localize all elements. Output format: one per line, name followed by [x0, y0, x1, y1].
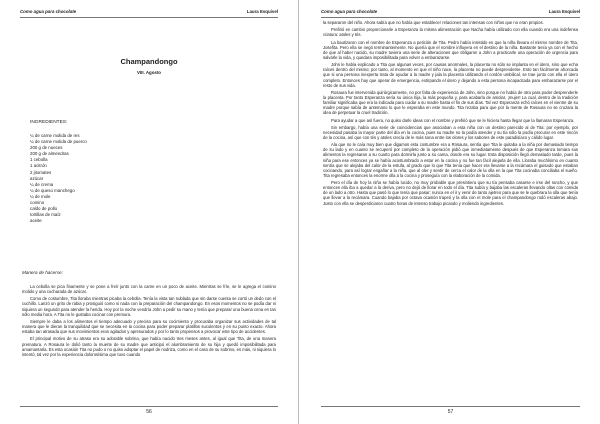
right-page-header: [321, 8, 580, 18]
paragraph: Rosaura fue intervenida quirúrgicamente, no por falta de experiencia de John, sino porque no había de otra para poder desprenderle la placenta. Por tanto Esperanza sería su única hija, la más pequeña y, para acabarla de amolar, ¡mujer! La cual, dentro de la tradición familiar significaba que era la indicada para cuidar a su madre hasta el fin de sus días. Tal vez Esperanza echó raíces en el vientre de su madre porque sabía de antemano lo que le esperaba en este mundo. Tita rezaba para que por la mente de Rosaura no se cruzara la idea de perpetuar la cruel tradición.: [323, 89, 578, 116]
preparation-heading: Manera de hacerse:: [22, 270, 63, 275]
ingredient-item: 200 g de nueces: [30, 145, 63, 151]
right-body-text: [323, 20, 578, 208]
header-author: Laura Esquivel: [246, 9, 278, 14]
ingredient-item: tortillas de maíz: [30, 212, 61, 218]
ingredient-item: 2 jitomates: [30, 169, 52, 175]
paragraph: John le había explicado a Tita que algunas veces, por causas anormales, la placenta no sólo se implanta en el útero, sino que echa raíces dentro del mismo; por tanto, al momento en que el niño nace, la placenta no puede desprenderse. Esto tan fácilmente ahorcada que si una persona inexperta trata de ayudar a la madre y jala la placenta utilizando el cordón umbilical, se trae junto con ella el útero completo. Entonces hay que operar de emergencia, extirpando el útero y dejando a esta persona incapacitada para embarazarse por el resto de sus vida.: [323, 62, 578, 88]
header-book-title: Como agua para chocolate: [321, 9, 378, 14]
ingredient-item: ¼ de carne molida de res: [30, 133, 80, 138]
left-body-text: [22, 284, 276, 359]
right-page: [301, 0, 600, 424]
ingredient-item: aceite: [30, 218, 42, 224]
chapter-title: Champandongo: [120, 57, 178, 66]
ingredients-heading: INGREDIENTES:: [30, 120, 68, 125]
chapter-subtitle: VIII. Agosto: [137, 70, 161, 75]
left-page-footer: [20, 406, 278, 416]
header-author: Laura Esquivel: [548, 9, 580, 14]
ingredient-item: 1 acitrón: [30, 163, 47, 169]
paragraph: Siempre le daba a los alimentos el tiempo adecuado y preciso para su cocimiento y procuraba organizar sus actividades de tal manera que le dieran la tranquilidad que se necesita en la cocina para poder preparar platillos suculentos y en su punto exacto. Ahora estaba tan atrasada que sus movimientos eran agitados y apresurados y por lo tanto propensos a provocar este tipo de accidentes.: [22, 318, 276, 335]
ingredient-item: ¼ de mole: [30, 193, 51, 199]
paragraph: Ala que no le caía muy bien que digamos esta costumbre era a Rosaura, sentía que Tita le quitaba a la niña por demasiado tiempo de su lado y en cuanto se recuperó por completo de la operación pidió que inmediatamente después de que Esperanza tomara sus alimentos la regresaran a su cuarto para dormirla junto a su cama, donde era su lugar. Esta disposición llegó demasiado tarde, pues la niña para ese entonces ya se había acostumbrado a estar en la cocina y no fue tan fácil alejarla de ella. Lloraba muchísimo en cuanto sentía que se alejaba del calor de la estufa, al grado que lo que Tita tenía que hacer era llevarse a la recámara el guisado que estaban cocinando, para así lograr engañar a la niña, que al oler y sentir de cerca el calor de la olla en la que Tita cocinaba conciliaba el sueño. Tita regresaba entonces la enorme olla a la cocina y proseguía con la elaboración de la comida.: [323, 142, 578, 178]
left-page: [0, 0, 299, 424]
paragraph: Como de costumbre, Tita lloraba mientras picaba la cebolla. Tenía la vista tan nublada que sin darse cuenta se cortó un dedo con el cuchillo. Lanzó un grito de rabia y prosiguió como si nada con la preparación del champandongo. En esos momentos no se podía dar ni siquiera un segundo para atender la herida. Hoy por la noche vendría John a pedir su mano y tenía que preparar una buena cena en tan sólo media hora. A Tita no le gustaba cocinar con premura.: [22, 296, 276, 317]
paragraph: El principal motivo de su atraso era su adorable sobrina, que había nacido tres meses antes, al igual que Tita, de una manera prematura. A Rosaura le dolió tanto la muerte de su madre que anticipó el alumbramiento de su hija y quedó imposibilitada para amamantarla. Es esta ocasión Tita no pudo o no quiso adoptar el papel de nodriza, como en el caso de su sobrino, es más, ni siquiera lo intentó, tal vez por la experiencia dolorosísima que tuvo cuando: [22, 336, 276, 357]
paragraph: Para ayudar a que así fuera, no quiso darle ideas con el nombre y prefirió que se le hiciera hasta llegar que la llamaran Esperanza.: [331, 117, 575, 123]
paragraph: Pero el día de hoy la niña se había lucido, no muy probable que presintiera que su tía pensaba casarse e irse del rancho, y que entonces ella iba a quedar a la deriva, pero no dejó de llorar en todo el día. Tita subía y bajaba las escaleras llevando ollas con comida de un lado a otro. Hasta que pasó lo que tenía que pasar; nunca en el ir y venir de tanto ajetreo para que se le quebrara la olla que tenía que llevar a la recámara. Cuando bajaba por octava ocasión trapeó y la olla con el mole para el champandongo rodó escaleras abajo. Justo con ella se desperdiciaron cuatro horas de intenso trabajo picando y moliendo ingredientes.: [323, 180, 578, 206]
ingredient-item: ¼ de crema: [30, 181, 54, 187]
ingredient-item: comino: [30, 200, 45, 206]
paragraph: La cebolla se pica finamente y se pone a freír junto con la carne en un poco de aceite. Mientras se fríe, se le agrega el comino molido y una cucharada de azúcar.: [22, 284, 276, 295]
ingredient-item: 1 cebolla: [30, 157, 48, 163]
right-page-footer: [321, 406, 580, 416]
paragraph: la separaron del niño. Ahora sabía que no había que establecer relaciones tan intensas con niños que no eran propios.: [323, 20, 544, 25]
paragraph: La bautizaron con el nombre de Esperanza a petición de Tita. Pedro había insistido en que la niña llevara el mismo nombre de Tita, Josefita. Pero ella se negó terminantemente. No quería que el nombre influyera en el destino de la niña. Bastante tenía ya con el hecho de que al haber nacido, su madre tuviera una serie de alteraciones que obligaron a John a practicarle una operación de urgencia para salvarle la vida, y quedara imposibilitada para volver a embarazarse.: [323, 39, 578, 60]
ingredient-item: caldo de pollo: [30, 206, 58, 212]
page-number: 57: [447, 409, 454, 415]
ingredients-list: [30, 133, 87, 224]
page-number: 56: [146, 409, 152, 415]
ingredient-item: ¼ de queso manchego: [30, 187, 75, 193]
header-book-title: Como agua para chocolate: [20, 9, 77, 14]
ingredient-item: azúcar: [30, 175, 44, 181]
left-page-header: [20, 8, 278, 18]
ingredient-item: 200 g de almendras: [30, 151, 69, 157]
paragraph: Prefirió en cambio proporcionarle a Esperanza la misma alimentación que Nacha había utilizado con ella cuando era una indefensa criatura: atoles y tés.: [323, 27, 578, 38]
paragraph: Sin embargo, había una serie de coincidencias que asociaban a esta niña con un destino parecido al de Tita: por ejemplo, por necesidad pasaba la mayor parte del día en la cocina, pues su madre no la podía atender y su tía sólo la podía procurar en este rincón de la cocina, así que con tés y atoles crecía de le más sona entre los olores y los sabores de este paradisíaco y cálido lugar.: [323, 124, 578, 140]
ingredient-item: ¼ de carne molida de puerco: [30, 139, 87, 145]
